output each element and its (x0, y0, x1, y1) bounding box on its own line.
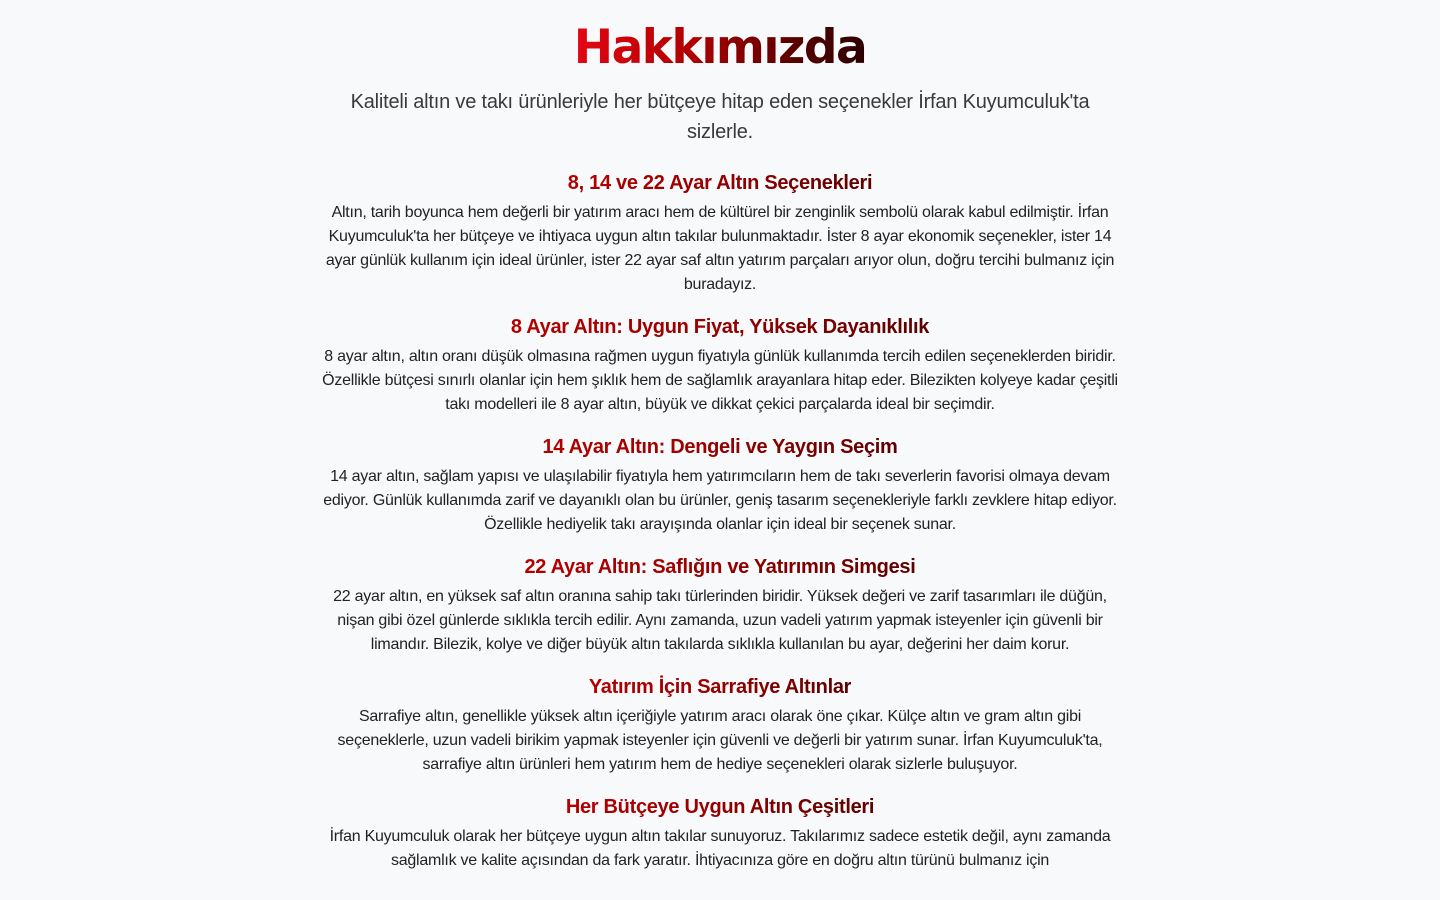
section-heading: 8 Ayar Altın: Uygun Fiyat, Yüksek Dayanıklılık (511, 313, 929, 341)
section-heading: Her Bütçeye Uygun Altın Çeşitleri (566, 793, 874, 821)
page-title: Hakkımızda (573, 20, 867, 75)
section-sarrafiye (320, 673, 1120, 777)
section-heading: 8, 14 ve 22 Ayar Altın Seçenekleri (568, 169, 872, 197)
section-22-karat (320, 553, 1120, 657)
section-8-karat (320, 313, 1120, 417)
about-section (320, 0, 1120, 873)
section-every-budget (320, 793, 1120, 873)
section-body: İrfan Kuyumculuk olarak her bütçeye uygun altın takılar sunuyoruz. Takılarımız sadece estetik değil, aynı zamanda sağlamlık ve kalite açısından da fark yaratır. İhtiyacınıza göre en doğru altın türünü bulmanız için (329, 828, 1111, 869)
section-body: Altın, tarih boyunca hem değerli bir yatırım aracı hem de kültürel bir zenginlik sembolü olarak kabul edilmiştir. İrfan Kuyumculuk'ta her bütçeye ve ihtiyaca uygun altın takılar bulunmaktadır. İster 8 ayar ekonomik seçenekler, ister 14 ayar günlük kullanım için ideal ürünler, ister 22 ayar saf altın yatırım parçaları arıyor olun, doğru tercihi bulmanız için buradayız. (325, 204, 1115, 293)
section-body: 22 ayar altın, en yüksek saf altın oranına sahip takı türlerinden biridir. Yüksek değeri ve zarif tasarımları ile düğün, nişan gibi özel günlerde sıklıkla tercih edilir. Aynı zamanda, uzun vadeli yatırım yapmak isteyenler için güvenli bir limandır. Bilezik, kolye ve diğer büyük altın takılarda sıklıkla kullanılan bu ayar, değerini her daim korur. (333, 588, 1107, 653)
section-heading: 14 Ayar Altın: Dengeli ve Yaygın Seçim (542, 433, 897, 461)
section-heading: 22 Ayar Altın: Saflığın ve Yatırımın Simgesi (524, 553, 915, 581)
section-body: 8 ayar altın, altın oranı düşük olmasına rağmen uygun fiyatıyla günlük kullanımda tercih edilen seçeneklerden biridir. Özellikle bütçesi sınırlı olanlar için hem şıklık hem de sağlamlık arayanlara hitap eder. Bilezikten kolyeye kadar çeşitli takı modelleri ile 8 ayar altın, büyük ve dikkat çekici parçalarda ideal bir seçimdir. (322, 348, 1118, 413)
section-body: Sarrafiye altın, genellikle yüksek altın içeriğiyle yatırım aracı olarak öne çıkar. Külçe altın ve gram altın gibi seçeneklerle, uzun vadeli birikim yapmak isteyenler için güvenli ve değerli bir yatırım sunar. İrfan Kuyumculuk'ta, sarrafiye altın ürünleri hem yatırım hem de hediye seçenekleri olarak sizlerle buluşuyor. (337, 708, 1103, 773)
section-body: 14 ayar altın, sağlam yapısı ve ulaşılabilir fiyatıyla hem yatırımcıların hem de takı severlerin favorisi olmaya devam ediyor. Günlük kullanımda zarif ve dayanıklı olan bu ürünler, geniş tasarım seçenekleriyle farklı zevklere hitap ediyor. Özellikle hediyelik takı arayışında olanlar için ideal bir seçenek sunar. (323, 468, 1117, 533)
section-gold-options (320, 169, 1120, 297)
section-14-karat (320, 433, 1120, 537)
page-subtitle: Kaliteli altın ve takı ürünleriyle her bütçeye hitap eden seçenekler İrfan Kuyumculuk'ta sizlerle. (350, 91, 1090, 143)
section-heading: Yatırım İçin Sarrafiye Altınlar (589, 673, 851, 701)
